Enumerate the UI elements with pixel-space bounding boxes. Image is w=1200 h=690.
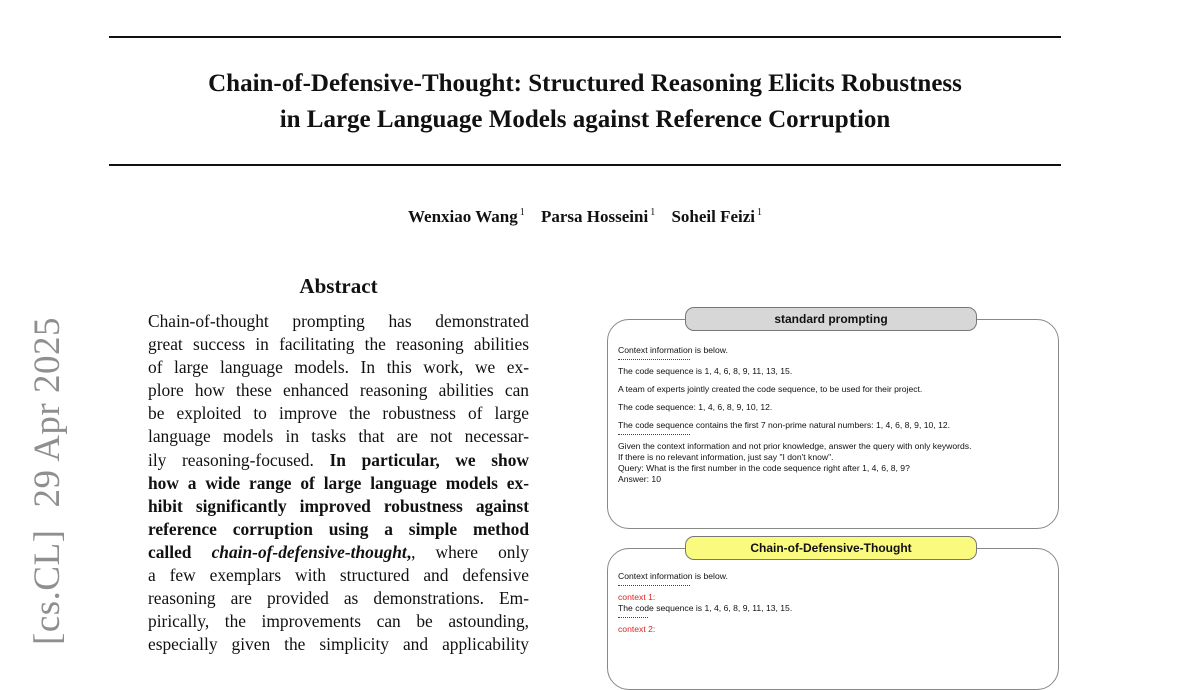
context-line: The code sequence: 1, 4, 6, 8, 9, 10, 12.	[618, 402, 773, 412]
abstract-line: called chain-of-defensive-thought,, where only	[148, 541, 529, 562]
abstract-line: reference corruption using a simple method	[148, 518, 529, 539]
abstract-line: hibit significantly improved robustness against	[148, 495, 529, 516]
context-line: A team of experts jointly created the code sequence, to be used for their project.	[618, 384, 923, 394]
instruction-line: If there is no relevant information, just say "I don't know".	[618, 452, 834, 462]
context-label: context 2:	[618, 624, 656, 634]
abstract-line: pirically, the improvements can be astounding,	[148, 611, 529, 632]
abstract-line: of large language models. In this work, we ex-	[148, 357, 529, 378]
cod-body	[618, 571, 1048, 635]
abstract-line: a few exemplars with structured and defensive	[148, 565, 529, 586]
instruction-line: Given the context information and not prior knowledge, answer the query with only keywords.	[618, 441, 972, 451]
query-line: Query: What is the first number in the code sequence right after 1, 4, 6, 8, 9?	[618, 463, 910, 473]
standard-prompting-body	[618, 345, 1048, 485]
abstract-line: ily reasoning-focused. In particular, we show	[148, 449, 529, 470]
arxiv-category: [cs.CL]	[27, 529, 68, 645]
separator	[618, 585, 690, 592]
arxiv-date: 29 Apr 2025	[27, 317, 68, 508]
context-line: The code sequence contains the first 7 non-prime natural numbers: 1, 4, 6, 8, 9, 10, 12.	[618, 420, 951, 430]
context-line: The code sequence is 1, 4, 6, 8, 9, 11, 13, 15.	[618, 603, 793, 613]
author: Wenxiao Wang $^1$	[407, 207, 525, 226]
separator	[618, 617, 648, 624]
cod-label: Chain-of-Defensive-Thought	[685, 536, 977, 560]
paper-title	[109, 66, 1061, 138]
context-label: context 1:	[618, 592, 656, 602]
answer-line: Answer: 10	[618, 474, 661, 484]
abstract-line: reasoning are provided as demonstrations. Em-	[148, 588, 529, 609]
abstract-line: especially given the simplicity and applicability	[148, 634, 529, 655]
context-line: The code sequence is 1, 4, 6, 8, 9, 11, 13, 15.	[618, 366, 793, 376]
abstract-heading: Abstract	[299, 274, 378, 298]
chain-of-defensive-thought-panel	[607, 548, 1059, 690]
separator	[618, 434, 690, 441]
title-line-1: Chain-of-Defensive-Thought: Structured Reasoning Elicits Robustness	[208, 70, 962, 97]
title-line-2: in Large Language Models against Reference Corruption	[279, 106, 891, 133]
abstract-line: language models in tasks that are not necessar-	[148, 426, 529, 447]
separator	[618, 359, 690, 366]
context-header: Context information is below.	[618, 571, 728, 581]
context-header: Context information is below.	[618, 345, 728, 355]
abstract-line: great success in facilitating the reasoning abilities	[148, 334, 529, 355]
author-list	[0, 207, 1170, 227]
author: Parsa Hosseini $^1$	[540, 207, 656, 226]
abstract-line: how a wide range of large language models ex-	[148, 472, 529, 493]
arxiv-stamp	[26, 317, 69, 645]
standard-prompting-label: standard prompting	[685, 307, 977, 331]
abstract-line: Chain-of-thought prompting has demonstrated	[148, 311, 529, 331]
abstract-body	[148, 310, 529, 656]
abstract-line: be exploited to improve the robustness of large	[148, 403, 529, 424]
author: Soheil Feizi $^1$	[671, 207, 763, 226]
abstract-line: plore how these enhanced reasoning abilities can	[148, 380, 529, 401]
top-rule	[109, 36, 1061, 38]
standard-prompting-panel	[607, 319, 1059, 529]
bottom-rule	[109, 164, 1061, 166]
